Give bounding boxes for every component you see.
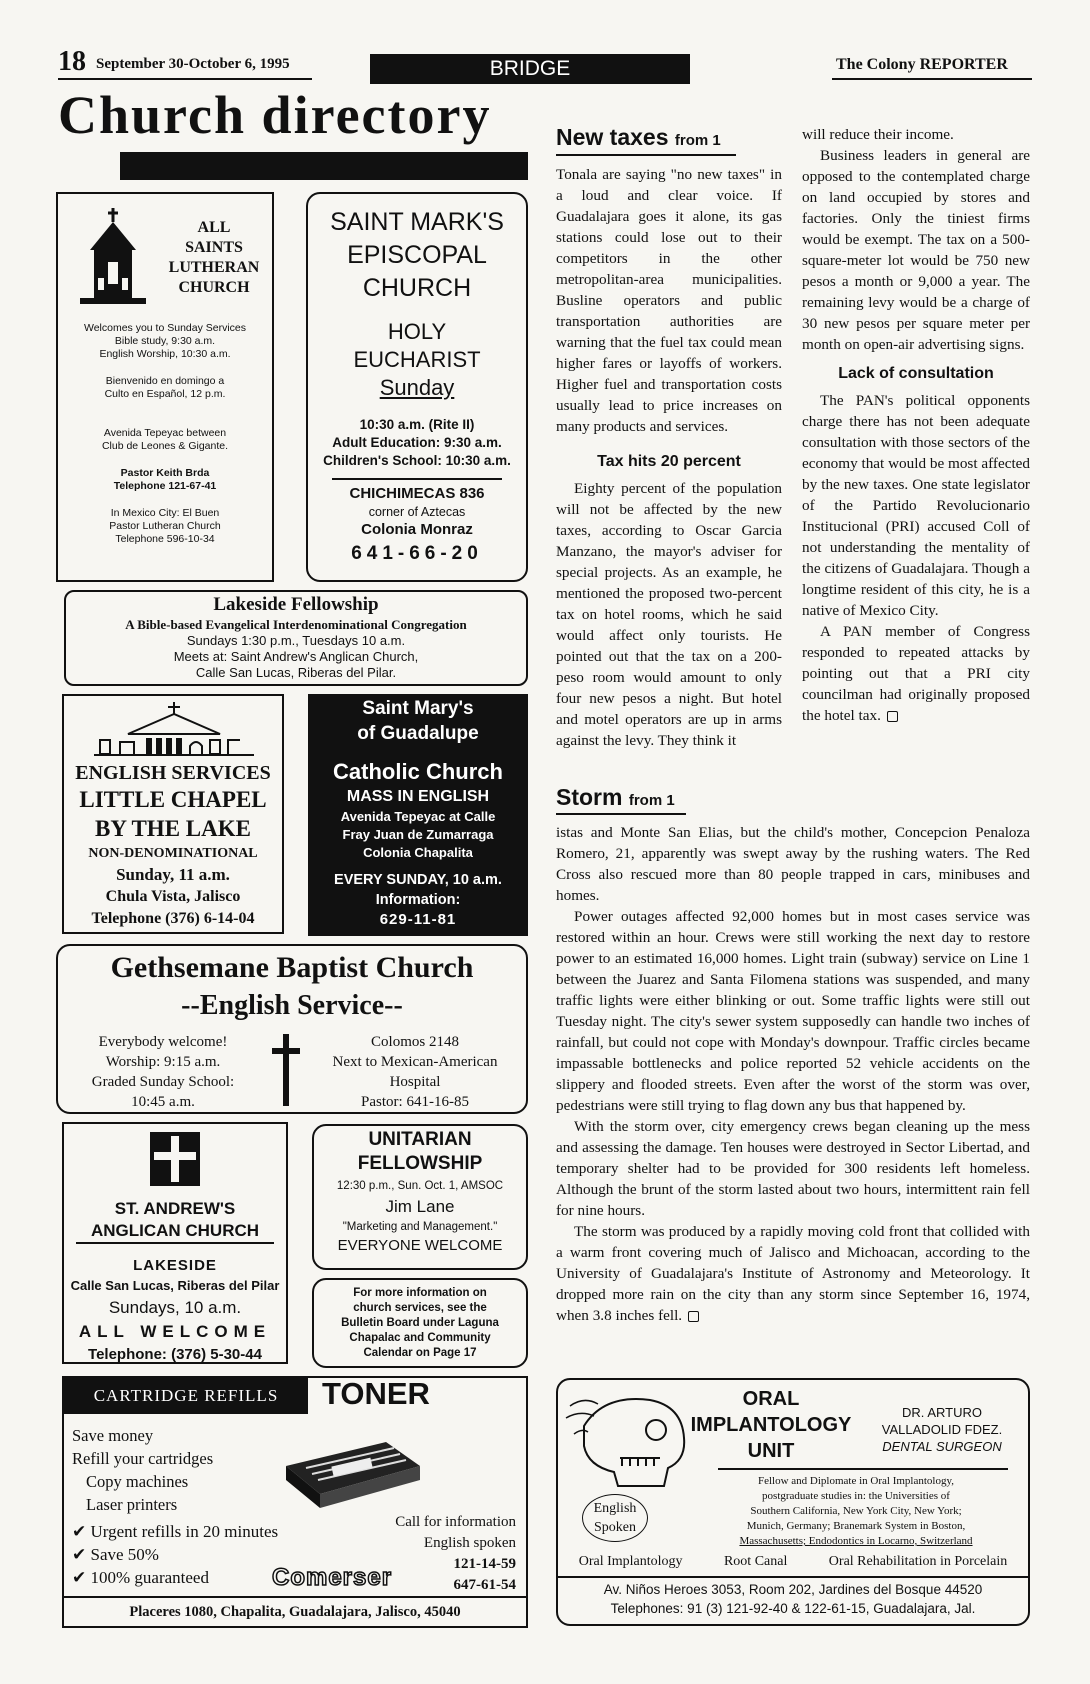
all-saints-name-3: LUTHERAN [168,259,260,276]
taxes-paragraph: Eighty percent of the population will not be affected by the new taxes, according to Oscar Garcia Manzano, the mayor's adviser for special projects. As an example, he mentioned the proposed two-percent tax on hotel rooms, which he said would affect only tourists. He pointed out that the tax on a 200-peso room would amount to only four new pesos a night. But hotel and motel operators are up in arms against the levy. They think it [556,480,782,749]
cartridge-item: Laser printers [86,1495,178,1514]
gethsemane-info: Graded Sunday School: [91,1074,235,1090]
little-chapel-line: BY THE LAKE [95,816,251,841]
saint-marys-name: Saint Mary's [362,698,474,719]
all-saints-mexico-city: In Mexico City: El Buen [110,507,220,519]
all-saints-mexico-city: Telephone 596-10-34 [115,533,215,545]
storm-paragraph: Power outages affected 92,000 homes but in most cases service was restored within an hour. Crews were still working the next day to restore power to an estimated 16,000 homes. Light train (subway) service on Line 1 between the Juarez and Santa Filomena stations was suspended, and many traffic lights were either blinking or out. Some traffic lights were still out Tuesday night. The city's sewer system supposedly can handle two inches of rainfall, but could not cope with Monday's downpour. Traffic circles became impassable bottlenecks and police reported 52 vehicle accidents on the slippery and flooded streets. Even after the worst of the storm was over, pedestrians were still trying to flag down any bus that happened by. [556,908,1030,1114]
dental-footer-rule [558,1576,1028,1578]
storm-paragraph: With the storm over, city emergency crews began cleaning up the mess and assessing the damage. Ten houses were destroyed in Sector Libertad, and temporary shelter had to be provided for 300 residents left homeless. Although the brunt of the storm lasted about two hours, intermittent rain fell for nine hours. [556,1118,1030,1219]
end-mark-icon [887,711,898,722]
more-info-line: Calendar on Page 17 [363,1347,477,1359]
taxes-paragraph: The PAN's political opponents charge there has not been adequate consultation with those sectors of the economy that would be most affected by the new taxes. One state legislator of the Partido Revolucionario Institucional (PRI) accused Coll of not understanding the mentality of the citizens of Guadalajara. Though a longtime resident of this city, he is a native of Mexico City. [802,392,1030,619]
checkmark-icon: ✔ [72,1568,91,1587]
dental-ad [556,1378,1030,1626]
taxes-paragraph: Tonala are saying "no new taxes" in a loud and clear voice. If Guadalajara goes it alone, its gas stations could lose out to their competitors in the other metropolitan-area municipalities. Busline operators and public transportation authorities are warning that the fuel tax could mean higher fares or layoffs of workers. Higher fuel and transportation costs usually lead to price increases on many products and services. [556,166,782,435]
dental-service: Oral Rehabilitation in Porcelain [828,1554,1008,1569]
storm-paragraph: istas and Monte San Elias, but the child's mother, Concepcion Penaloza Romero, 21, apparently was swept away by the rushing waters. The Red Cross also rescued more than 80 people trapped in cars, minibuses and homes. [556,824,1030,904]
all-saints-name-1: ALL [197,219,231,236]
end-mark-icon [688,1311,699,1322]
cartridge-banner: CARTRIDGE REFILLS [64,1378,308,1414]
all-saints-spanish: Culto en Español, 12 p.m. [104,388,226,400]
storm-headline [556,784,675,811]
english-spoken-text: English [593,1501,637,1516]
more-info-line: church services, see the [353,1302,487,1314]
unitarian-name: UNITARIAN [368,1129,472,1150]
paper-name: The Colony REPORTER [836,56,1008,73]
directory-title-text: Church directory [58,85,492,145]
english-spoken-text: Spoken [594,1520,636,1535]
little-chapel-line: ENGLISH SERVICES [75,762,271,784]
checkmark-icon: ✔ [72,1545,91,1564]
little-chapel-time: Sunday, 11 a.m. [116,865,230,884]
saint-marys-phone: 629-11-81 [379,911,457,928]
more-info-box [312,1278,528,1368]
checkmark-icon: ✔ [72,1522,91,1541]
st-andrews-name: ST. ANDREW'S [114,1199,236,1218]
gethsemane-address: Colomos 2148 [371,1034,459,1050]
all-saints-mexico-city: Pastor Lutheran Church [109,520,221,532]
english-spoken-badge [582,1494,648,1542]
lakeside-fellowship-ad [64,590,528,686]
taxes-headline [556,124,721,151]
saint-marks-service-2: EUCHARIST [353,347,481,372]
saint-marks-day: Sunday [379,375,455,400]
storm-paragraph-text: The storm was produced by a rapidly moving cold front that collided with a warm front covering much of Jalisco and Michoacan, according to the University of Guadalajara's Institute of Astronomy and Meteorology. It dropped more rain on the city than any storm since September 16, 1974, when 3.8 inches fell. [556,1223,1030,1324]
unitarian-name: FELLOWSHIP [357,1153,483,1174]
saint-marks-colonia: Colonia Monraz [361,521,473,538]
dental-service: Root Canal [723,1554,788,1569]
all-saints-name-4: CHURCH [178,279,250,296]
all-saints-ad [56,192,274,582]
all-saints-info: English Worship, 10:30 a.m. [99,348,231,360]
more-info-line: Bulletin Board under Laguna [341,1317,499,1329]
cartridge-footer-rule [64,1596,526,1598]
little-chapel-ad [62,694,284,934]
st-andrews-area: LAKESIDE [133,1257,217,1274]
gethsemane-address: Next to Mexican-American [332,1054,498,1070]
saint-marks-name-3: CHURCH [362,274,472,302]
saint-marys-ad [308,694,528,936]
more-info-line: For more information on [353,1287,487,1299]
skull-jaw-icon [564,1386,694,1494]
saint-marys-address: Fray Juan de Zumarraga [342,827,494,842]
st-andrews-address: Calle San Lucas, Riberas del Pilar [70,1278,280,1293]
all-saints-pastor: Pastor Keith Brda [120,467,210,479]
gethsemane-info: Everybody welcome! [98,1034,228,1050]
cartridge-item: Save money [72,1426,154,1445]
issue-date: September 30-October 6, 1995 [96,56,290,72]
saint-marks-corner: corner of Aztecas [368,505,466,519]
lakeside-address: Calle San Lucas, Riberas del Pilar. [195,665,397,680]
cross-window-icon [150,1132,200,1186]
saint-marks-ad [306,192,528,582]
saint-marks-name-1: SAINT MARK'S [330,208,504,236]
gethsemane-pastor: Pastor: 641-16-85 [361,1094,469,1110]
saint-marks-service-1: HOLY [387,319,447,344]
taxes-paragraph [802,621,1030,726]
lakeside-name: Lakeside Fellowship [213,594,379,615]
saint-marks-divider [332,478,502,480]
gethsemane-info: 10:45 a.m. [131,1094,195,1110]
unitarian-time: 12:30 p.m., Sun. Oct. 1, AMSOC [336,1180,504,1192]
cartridge-check [72,1520,278,1543]
more-info-line: Chapalac and Community [349,1332,491,1344]
taxes-column-2 [802,124,1030,726]
st-andrews-time: Sundays, 10 a.m. [108,1298,242,1317]
saint-marks-time: 10:30 a.m. (Rite II) [359,417,475,432]
dental-title: ORAL [742,1388,800,1410]
storm-headline-rule [556,813,686,815]
chapel-drawing-icon [94,700,254,756]
saint-marks-time: Adult Education: 9:30 a.m. [332,435,502,450]
church-building-icon [80,204,146,304]
gethsemane-name: Gethsemane Baptist Church [110,951,474,984]
taxes-headline-rule [556,154,736,156]
taxes-paragraph: will reduce their income. [802,126,954,143]
gethsemane-sub: --English Service-- [181,990,403,1021]
cross-icon [272,1034,300,1106]
all-saints-address: Avenida Tepeyac between [103,427,227,439]
all-saints-info: Bible study, 9:30 a.m. [114,335,216,347]
storm-jump: from 1 [628,792,675,809]
dental-phones: Telephones: 91 (3) 121-92-40 & 122-61-15, Guadalajara, Jal. [610,1601,976,1616]
dental-title: IMPLANTOLOGY [690,1414,852,1436]
storm-paragraph [556,1221,1030,1326]
cartridge-phone: 647-61-54 [453,1577,516,1593]
gethsemane-address: Hospital [389,1074,441,1090]
saint-marys-mass: MASS IN ENGLISH [346,788,490,805]
taxes-jump: from 1 [674,132,721,149]
taxes-subhead: Tax hits 20 percent [597,453,741,470]
taxes-column-1 [556,164,782,751]
cartridge-call: Call for information [395,1514,516,1530]
lakeside-times: Sundays 1:30 p.m., Tuesdays 10 a.m. [186,633,406,648]
dental-credential: postgraduate studies in: the Universities of [762,1490,950,1502]
storm-headline-text: Storm [556,784,623,810]
cartridge-check [72,1566,278,1589]
cartridge-english: English spoken [423,1535,516,1551]
all-saints-info: Welcomes you to Sunday Services [83,322,247,334]
little-chapel-place: Chula Vista, Jalisco [105,888,241,905]
all-saints-spanish: Bienvenido en domingo a [105,375,225,387]
lakeside-desc: A Bible-based Evangelical Interdenominational Congregation [125,617,467,632]
paper-name-rule [832,78,1032,80]
saint-marys-when: EVERY SUNDAY, 10 a.m. [334,872,502,888]
st-andrews-phone: Telephone: (376) 5-30-44 [88,1346,262,1363]
comerser-logo: Comerser [272,1564,393,1591]
section-banner: BRIDGE [370,54,690,84]
saint-marks-phone: 641-66-20 [351,543,483,564]
printer-cartridge-icon [276,1436,426,1514]
dental-doctor: DR. ARTURO [902,1405,982,1420]
saint-marys-info: Information: [375,892,461,908]
dental-credential: Munich, Germany; Branemark System in Boston, [746,1520,966,1532]
saint-marys-name: of Guadalupe [357,723,479,744]
cartridge-check-text: 100% guaranteed [90,1568,209,1587]
cartridge-check-text: Save 50% [90,1545,159,1564]
dental-service: Oral Implantology [578,1554,683,1569]
all-saints-address: Club de Leones & Gigante. [101,440,229,452]
unitarian-topic: "Marketing and Management." [342,1221,498,1233]
taxes-paragraph: Business leaders in general are opposed to the contemplated charge on land occupied by stores and factories. Only the tiniest firms would be exempt. The tax on a 500-square-meter lot would be 750 new pesos a month or 9,000 a year. The remaining levy would be a charge of 30 new pesos per square meter per month on open-air advertising signs. [802,147,1030,353]
cartridge-address: Placeres 1080, Chapalita, Guadalajara, Jalisco, 45040 [129,1604,461,1620]
little-chapel-phone: Telephone (376) 6-14-04 [91,910,255,927]
taxes-paragraph-text: A PAN member of Congress responded to repeated attacks by pointing out that a PRI city councilman had originally proposed the hotel tax. [802,623,1030,724]
dental-credential: Southern California, New York City, New York; [750,1505,962,1517]
gethsemane-info: Worship: 9:15 a.m. [105,1054,221,1070]
cartridge-ad [62,1376,528,1628]
saint-marys-address: Avenida Tepeyac at Calle [340,809,496,824]
masthead-rule [58,78,312,80]
taxes-headline-text: New taxes [556,124,669,150]
st-andrews-welcome: ALL WELCOME [78,1322,272,1341]
saint-marks-name-2: EPISCOPAL [347,241,487,269]
unitarian-welcome: EVERYONE WELCOME [337,1237,503,1254]
cartridge-check-text: Urgent refills in 20 minutes [90,1522,279,1541]
cartridge-phone: 121-14-59 [453,1556,516,1572]
unitarian-speaker: Jim Lane [385,1197,455,1216]
st-andrews-ad [62,1122,288,1364]
dental-doctor: VALLADOLID FDEZ. [881,1422,1003,1437]
little-chapel-line: LITTLE CHAPEL [79,787,267,812]
dental-title-rule [718,1468,1008,1470]
saint-marys-address: Colonia Chapalita [363,845,473,860]
lakeside-meets: Meets at: Saint Andrew's Anglican Church, [173,649,419,664]
dental-role: DENTAL SURGEON [882,1439,1002,1454]
dental-address: Av. Niños Heroes 3053, Room 202, Jardines del Bosque 44520 [603,1582,983,1597]
saint-marks-time: Children's School: 10:30 a.m. [323,453,511,468]
dental-title: UNIT [747,1440,795,1462]
all-saints-phone: Telephone 121-67-41 [113,480,217,492]
cartridge-check [72,1543,278,1566]
saint-marks-street: CHICHIMECAS 836 [349,485,485,502]
all-saints-name-2: SAINTS [185,239,243,256]
dental-credential: Fellow and Diplomate in Oral Implantology, [757,1475,955,1487]
toner-title: TONER [322,1376,430,1411]
gethsemane-ad [56,944,528,1114]
page-number: 18 [58,46,86,77]
dental-credential: Massachusetts; Endodontics in Locarno, Switzerland [739,1535,973,1547]
directory-title-bar [120,152,528,180]
little-chapel-denom: NON-DENOMINATIONAL [88,846,258,861]
st-andrews-name: ANGLICAN CHURCH [76,1220,274,1244]
cartridge-item: Copy machines [86,1472,189,1491]
cartridge-item: Refill your cartridges [72,1449,214,1468]
storm-body [556,822,1030,1326]
unitarian-ad [312,1124,528,1270]
saint-marys-church: Catholic Church [333,759,503,784]
taxes-subhead: Lack of consultation [838,365,994,382]
